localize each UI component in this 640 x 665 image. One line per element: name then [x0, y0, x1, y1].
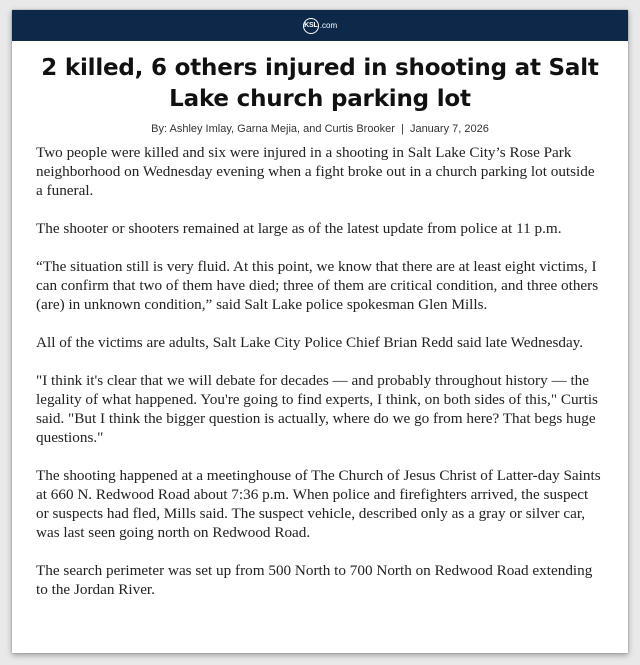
article-paragraph: "I think it's clear that we will debate for decades — and probably throughout history — the legality of what happened. You're going to find experts, I think, on both sides of this," Curtis said. "But I think the bigger question is actually, where do we go from here? That begs huge questions."	[36, 372, 598, 446]
article-byline: By: Ashley Imlay, Garna Mejia, and Curtis Brooker | January 7, 2026	[151, 123, 489, 135]
article-paragraph: The search perimeter was set up from 500 North to 700 North on Redwood Road extending to the Jordan River.	[36, 562, 593, 598]
article-body	[36, 143, 604, 599]
ksl-logo[interactable]	[303, 18, 337, 34]
article-paragraph: The shooter or shooters remained at large as of the latest update from police at 11 p.m.	[36, 220, 562, 237]
article-paragraph: All of the victims are adults, Salt Lake City Police Chief Brian Redd said late Wednesday.	[36, 334, 584, 351]
article-paragraph: Two people were killed and six were injured in a shooting in Salt Lake City’s Rose Park neighborhood on Wednesday evening when a fight broke out in a church parking lot outside a funeral.	[36, 144, 595, 199]
site-header	[12, 10, 628, 41]
article-paragraph: The shooting happened at a meetinghouse of The Church of Jesus Christ of Latter-day Saints at 660 N. Redwood Road about 7:36 p.m. When police and firefighters arrived, the suspect or suspects had fled, Mills said. The suspect vehicle, described only as a gray or silver car, was last seen going north on Redwood Road.	[36, 467, 601, 541]
article-paragraph: “The situation still is very fluid. At this point, we know that there are at least eight victims, I can confirm that two of them have died; three of them are critical condition, and three others (are) in unknown condition,” said Salt Lake police spokesman Glen Mills.	[36, 258, 599, 313]
article-headline: 2 killed, 6 others injured in shooting at Salt Lake church parking lot	[41, 55, 599, 112]
ksl-logo-suffix: .com	[319, 21, 338, 30]
ksl-logo-mark: KSL	[303, 18, 319, 34]
article-card	[12, 10, 628, 653]
